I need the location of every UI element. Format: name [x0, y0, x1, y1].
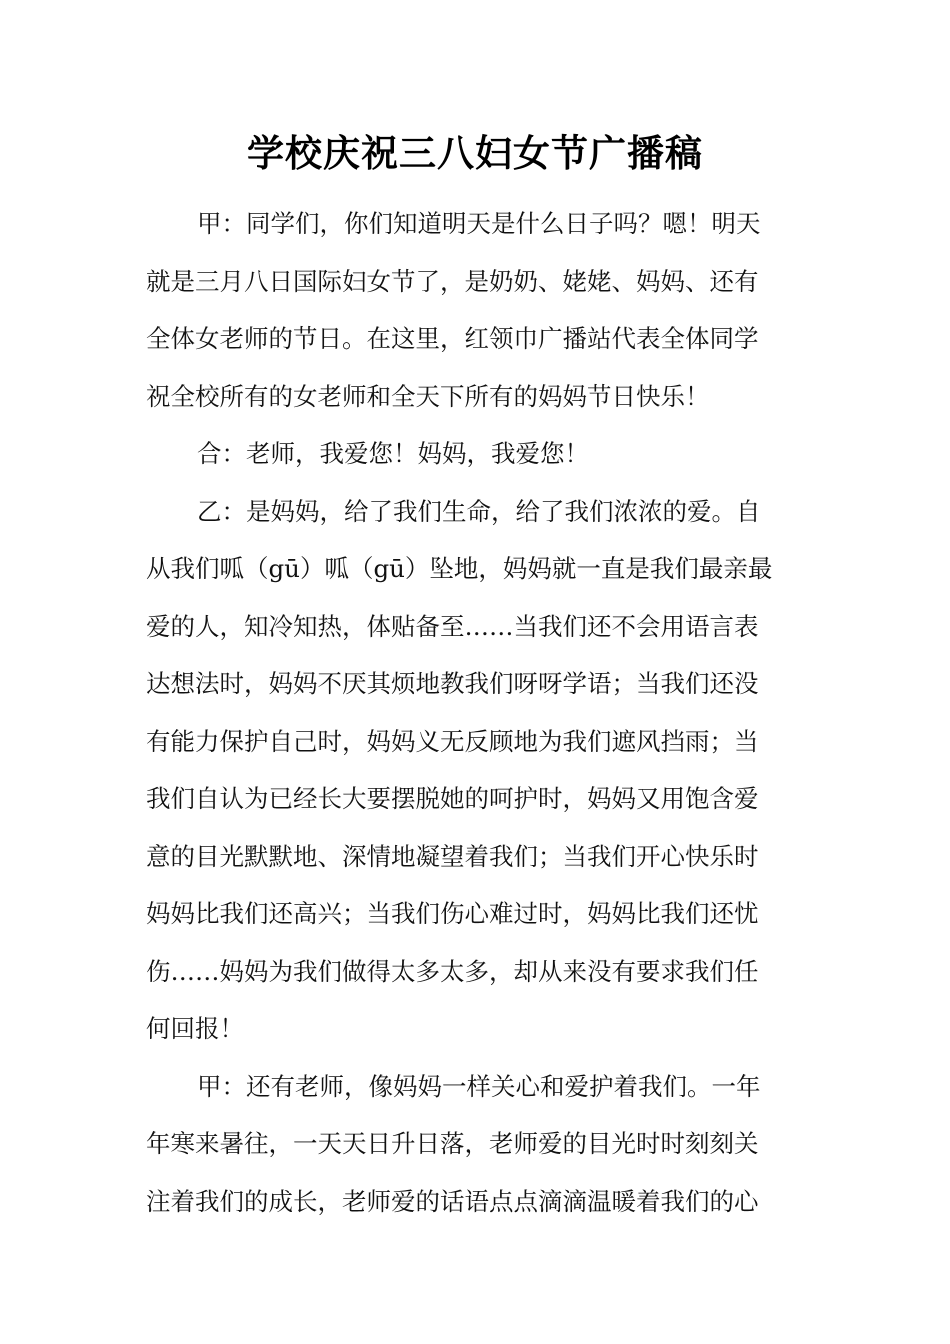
body-line: 达想法时，妈妈不厌其烦地教我们呀呀学语；当我们还没	[146, 669, 759, 698]
body-line: 从我们呱（gū）呱（gū）坠地，妈妈就一直是我们最亲最	[146, 554, 773, 583]
body-line: 有能力保护自己时，妈妈义无反顾地为我们遮风挡雨；当	[146, 726, 759, 756]
body-line: 祝全校所有的女老师和全天下所有的妈妈节日快乐！	[146, 381, 710, 411]
body-line: 伤……妈妈为我们做得太多太多，却从来没有要求我们任	[146, 956, 759, 986]
body-line: 甲：同学们，你们知道明天是什么日子吗？嗯！明天	[197, 209, 761, 238]
body-line: 妈妈比我们还高兴；当我们伤心难过时，妈妈比我们还忧	[146, 899, 759, 928]
body-line: 就是三月八日国际妇女节了，是奶奶、姥姥、妈妈、还有	[146, 266, 759, 296]
document-body	[146, 195, 808, 1230]
body-line: 全体女老师的节日。在这里，红领巾广播站代表全体同学	[146, 324, 759, 353]
document-title: 学校庆祝三八妇女节广播稿	[247, 132, 703, 175]
body-line: 甲：还有老师，像妈妈一样关心和爱护着我们。一年	[197, 1071, 761, 1101]
body-line: 乙：是妈妈，给了我们生命，给了我们浓浓的爱。自	[197, 496, 761, 526]
body-line: 年寒来暑往，一天天日升日落，老师爱的目光时时刻刻关	[146, 1129, 759, 1158]
body-line: 爱的人，知冷知热，体贴备至……当我们还不会用语言表	[146, 611, 759, 641]
body-line: 意的目光默默地、深情地凝望着我们；当我们开心快乐时	[146, 841, 759, 871]
body-line: 注着我们的成长，老师爱的话语点点滴滴温暖着我们的心	[146, 1186, 759, 1216]
body-line: 何回报！	[146, 1014, 244, 1043]
body-line: 合：老师，我爱您！妈妈，我爱您！	[197, 439, 589, 468]
body-line: 我们自认为已经长大要摆脱她的呵护时，妈妈又用饱含爱	[146, 784, 759, 813]
